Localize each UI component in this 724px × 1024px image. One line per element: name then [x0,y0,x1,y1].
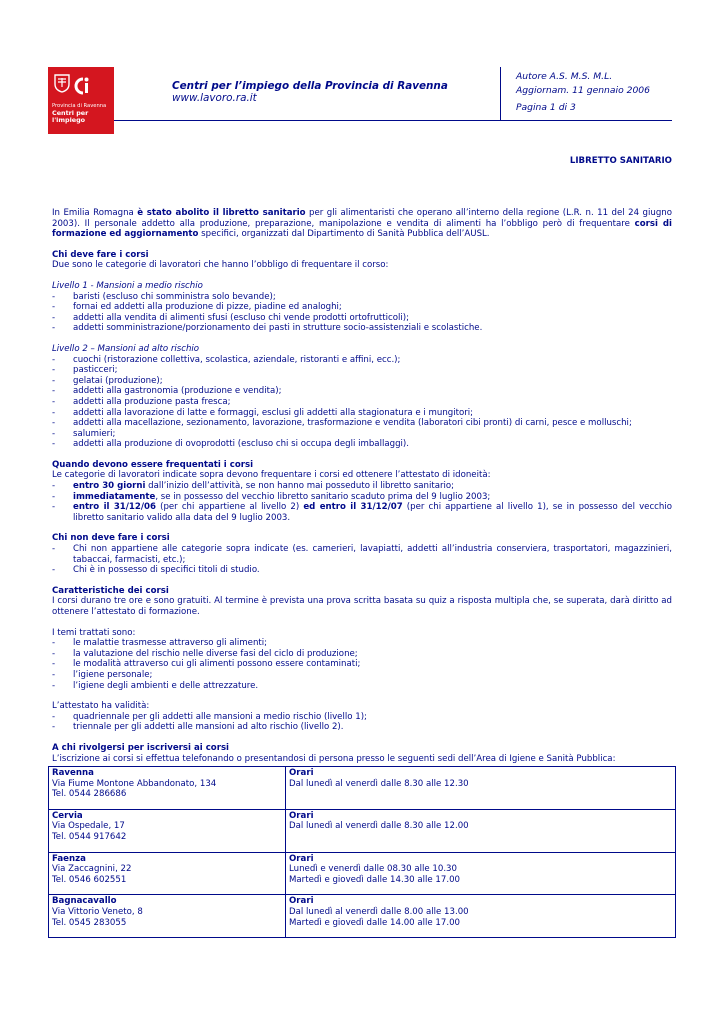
level2-heading: Livello 2 – Mansioni ad alto rischio [52,343,200,354]
list-item: - triennale per gli addetti alle mansioni ad alto rischio (livello 2). [52,722,672,733]
offices-table [48,766,676,938]
table-row [49,852,676,895]
list-item: - cuochi (ristorazione collettiva, scolastica, aziendale, ristoranti e affini, ecc.); [52,355,672,366]
list-item: - addetti alla produzione di ovoprodotti (escluso chi si occupa degli imballaggi). [52,439,672,450]
office-cell: Faenza Via Zaccagnini, 22 Tel. 0546 602551 [49,852,286,895]
section-text: Due sono le categorie di lavoratori che hanno l’obbligo di frequentare il corso: [52,260,389,271]
section-who-not [52,533,672,575]
list-item: - entro il 31/12/06 (per chi appartiene al livello 2) ed entro il 31/12/07 (per chi appartiene al livello 1), se in possesso del vecchio libretto sanitario valido alla data del 9 luglio 2003. [52,502,672,523]
hours-cell: Orari Dal lunedì al venerdì dalle 8.30 alle 12.00 [286,809,676,852]
list-item: - l’igiene personale; [52,670,672,681]
section-when [52,460,672,524]
list-item: - baristi (escluso chi somministra solo bevande); [52,292,672,303]
list-item: - gelatai (produzione); [52,376,672,387]
section-text: I corsi durano tre ore e sono gratuiti. Al termine è prevista una prova scritta basata su quiz a risposta multipla che, se superata, darà diritto ad ottenere l’attestato di formazione. [52,596,672,617]
office-cell: Ravenna Via Fiume Montone Abbandonato, 134 Tel. 0544 286686 [49,767,286,810]
list-item: - pasticceri; [52,365,672,376]
list-item: - addetti alla macellazione, sezionamento, lavorazione, trasformazione e vendita (laboratori cibi pronti) di carni, pesce e molluschi; [52,418,672,429]
list-item: - le modalità attraverso cui gli alimenti possono essere contaminati; [52,659,672,670]
ci-monogram-icon [72,75,92,97]
list-item: - addetti somministrazione/porzionamento dei pasti in strutture socio-assistenziali e scolastiche. [52,323,672,334]
section-heading: A chi rivolgersi per iscriversi ai corsi [52,742,230,753]
list-item: - Chi non appartiene alle categorie sopra indicate (es. camerieri, lavapiatti, addetti all’industria conserviera, trasportatori, magazzinieri, tabaccai, farmacisti, etc.); [52,544,672,565]
header-title: Centri per l’impiego della Provincia di Ravenna [172,80,448,92]
section-text: L’iscrizione ai corsi si effettua telefonando o presentandosi di persona presso le seguenti sedi dell’Area di Igiene e Sanità Pubblica: [52,753,616,764]
table-row [49,767,676,810]
list-item: - fornai ed addetti alla produzione di pizze, piadine ed analoghi; [52,302,672,313]
header-author: Autore A.S. M.S. M.L. [516,71,613,82]
logo-province-text: Provincia di Ravenna [52,103,107,109]
header-page-number: Pagina 1 di 3 [516,102,576,113]
hours-cell: Orari Dal lunedì al venerdì dalle 8.00 alle 13.00 Martedì e giovedì dalle 14.00 alle 17.00 [286,895,676,938]
logo [48,67,114,134]
province-crest-icon [52,73,72,93]
logo-centri-text: Centri per l'impiego [52,109,89,124]
header-url-link[interactable]: www.lavoro.ra.it [172,92,257,104]
list-item: - addetti alla vendita di alimenti sfusi (escluso chi vende prodotti ortofrutticoli); [52,313,672,324]
table-row [49,895,676,938]
hours-cell: Orari Lunedì e venerdì dalle 08.30 alle 10.30 Martedì e giovedì dalle 14.30 alle 17.00 [286,852,676,895]
list-item: - la valutazione del rischio nelle diverse fasi del ciclo di produzione; [52,649,672,660]
document-body [52,208,672,764]
section-heading: Caratteristiche dei corsi [52,585,169,596]
list-item: - addetti alla lavorazione di latte e formaggi, esclusi gli addetti alla stagionatura e i mungitori; [52,408,672,419]
section-heading: Chi deve fare i corsi [52,249,149,260]
header-updated: Aggiornam. 11 gennaio 2006 [516,85,650,96]
table-row [49,809,676,852]
office-cell: Bagnacavallo Via Vittorio Veneto, 8 Tel. 0545 283055 [49,895,286,938]
document-title: LIBRETTO SANITARIO [569,156,672,166]
list-item: - immediatamente, se in possesso del vecchio libretto sanitario scaduto prima del 9 luglio 2003; [52,492,672,503]
validity-list [52,712,672,733]
section-contacts [52,743,672,764]
validity-intro: L’attestato ha validità: [52,701,150,712]
header-divider-vertical [500,67,501,121]
exempt-list [52,544,672,576]
header-divider [114,120,672,121]
office-cell: Cervia Via Ospedale, 17 Tel. 0544 917642 [49,809,286,852]
section-heading: Quando devono essere frequentati i corsi [52,459,254,470]
section-text: Le categorie di lavoratori indicate sopra devono frequentare i corsi ed ottenere l’attestato di idoneità: [52,470,491,481]
list-item: - entro 30 giorni dall’inizio dell’attività, se non hanno mai posseduto il libretto sanitario; [52,481,672,492]
level1-list [52,292,672,334]
list-item: - salumieri; [52,429,672,440]
topics-intro: I temi trattati sono: [52,627,136,638]
list-item: - addetti alla gastronomia (produzione e vendita); [52,386,672,397]
topics-list [52,638,672,691]
intro-paragraph: In Emilia Romagna è stato abolito il libretto sanitario per gli alimentaristi che operano all’interno della regione (L.R. n. 11 del 24 giugno 2003). Il personale addetto alla produzione, preparazione, manipolazione e vendita di alimenti ha l’obbligo però di frequentare corsi di formazione ed aggiornamento specifici, organizzati dal Dipartimento di Sanità Pubblica dell’AUSL. [52,208,672,240]
section-characteristics [52,586,672,733]
level2-list [52,355,672,450]
section-who-must [52,250,672,450]
list-item: - l’igiene degli ambienti e delle attrezzature. [52,681,672,692]
list-item: - le malattie trasmesse attraverso gli alimenti; [52,638,672,649]
deadline-list [52,481,672,523]
list-item: - addetti alla produzione pasta fresca; [52,397,672,408]
list-item: - Chi è in possesso di specifici titoli di studio. [52,565,672,576]
hours-cell: Orari Dal lunedì al venerdì dalle 8.30 alle 12.30 [286,767,676,810]
section-heading: Chi non deve fare i corsi [52,533,170,544]
level1-heading: Livello 1 - Mansioni a medio rischio [52,280,203,291]
list-item: - quadriennale per gli addetti alle mansioni a medio rischio (livello 1); [52,712,672,723]
